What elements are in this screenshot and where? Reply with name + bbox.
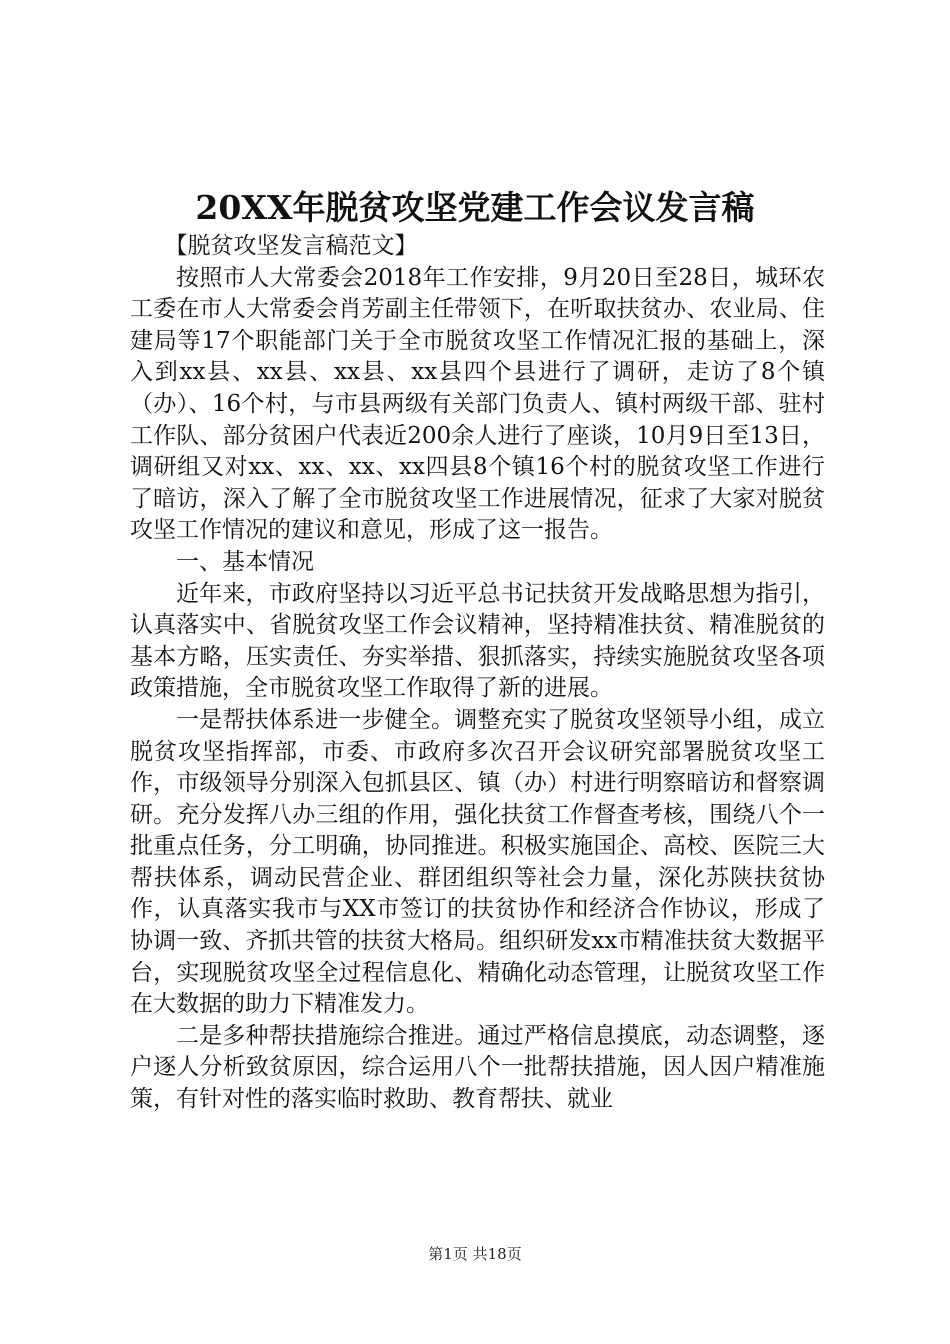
paragraph-point-one: 一是帮扶体系进一步健全。调整充实了脱贫攻坚领导小组，成立脱贫攻坚指挥部，市委、市政府多次召开会议研究部署脱贫攻坚工作，市级领导分别深入包抓县区、镇（办）村进行明察暗访和督察调研。充分发挥八办三组的作用，强化扶贫工作督查考核，围绕八个一批重点任务，分工明确，协同推进。积极实施国企、高校、医院三大帮扶体系，调动民营企业、群团组织等社会力量，深化苏陕扶贫协作，认真落实我市与XX市签订的扶贫协作和经济合作协议，形成了协调一致、齐抓共管的扶贫大格局。组织研发xx市精准扶贫大数据平台，实现脱贫攻坚全过程信息化、精确化动态管理，让脱贫攻坚工作在大数据的助力下精准发力。 — [130, 706, 825, 1018]
paragraph-intro: 按照市人大常委会2018年工作安排，9月20日至28日，城环农工委在市人大常委会肖芳副主任带领下，在听取扶贫办、农业局、住建局等17个职能部门关于全市脱贫攻坚工作情况汇报的基础上，深入到xx县、xx县、xx县、xx县四个县进行了调研，走访了8个镇（办）、16个村，与市县两级有关部门负责人、镇村两级干部、驻村工作队、部分贫困户代表近200余人进行了座谈，10月9日至13日，调研组又对xx、xx、xx、xx四县8个镇16个村的脱贫攻坚工作进行了暗访，深入了解了全市脱贫攻坚工作进展情况，征求了大家对脱贫攻坚工作情况的建议和意见，形成了这一报告。 — [130, 264, 825, 544]
section-tag: 【脱贫攻坚发言稿范文】 — [164, 233, 418, 259]
paragraph-overview: 近年来，市政府坚持以习近平总书记扶贫开发战略思想为指引，认真落实中、省脱贫攻坚工作会议精神，坚持精准扶贫、精准脱贫的基本方略，压实责任、夯实举措、狠抓落实，持续实施脱贫攻坚各项政策措施，全市脱贫攻坚工作取得了新的进展。 — [130, 580, 825, 702]
paragraph-point-two: 二是多种帮扶措施综合推进。通过严格信息摸底，动态调整，逐户逐人分析致贫原因，综合运用八个一批帮扶措施，因人因户精准施策，有针对性的落实临时救助、教育帮扶、就业 — [130, 1022, 825, 1113]
document-body — [130, 231, 825, 1116]
page-footer: 第1页 共18页 — [428, 1245, 522, 1263]
section-heading-basic-situation: 一、基本情况 — [176, 548, 314, 575]
document-title: 20XX年脱贫攻坚党建工作会议发言稿 — [195, 188, 755, 227]
